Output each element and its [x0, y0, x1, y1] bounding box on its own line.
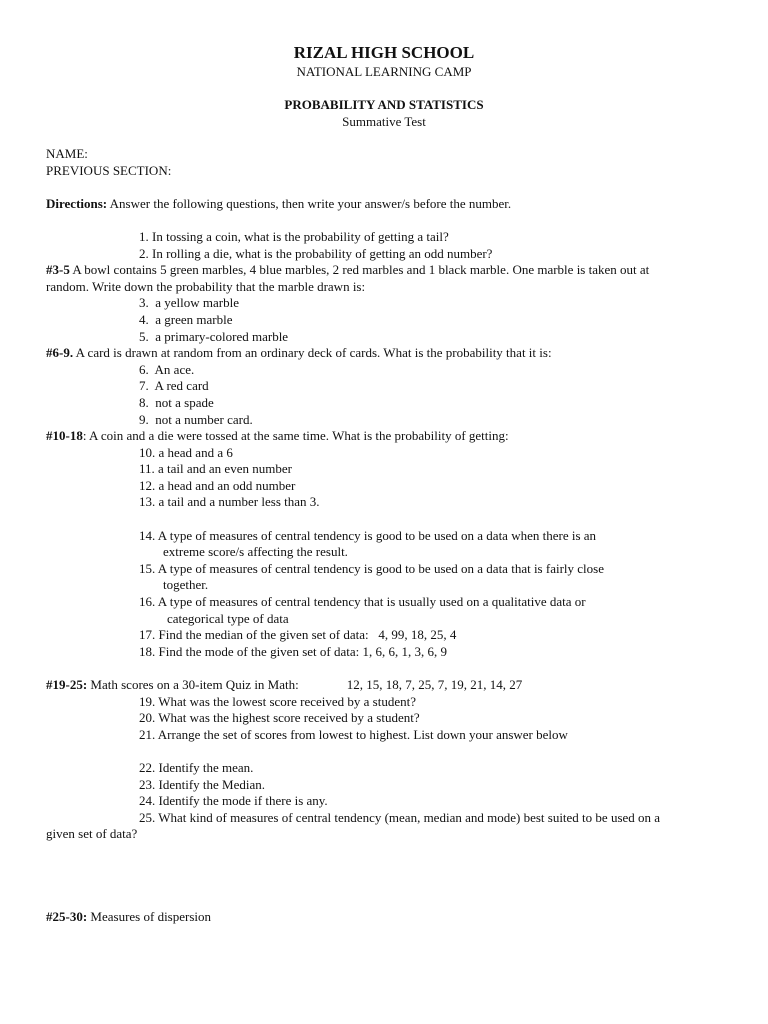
directions-text: Answer the following questions, then write your answer/s before the number. — [107, 195, 512, 211]
question-12: 12. a head and an odd number — [139, 477, 296, 493]
group-3-5-label: #3-5 — [46, 262, 70, 278]
question-17: 17. Find the median of the given set of data: 4, 99, 18, 25, 4 — [139, 627, 457, 643]
question-9: 9. not a number card. — [139, 411, 253, 427]
question-18: 18. Find the mode of the given set of data: 1, 6, 6, 1, 3, 6, 9 — [139, 643, 447, 659]
question-15: 15. A type of measures of central tendency is good to be used on a data that is fairly close — [139, 560, 604, 576]
group-25-30-intro — [46, 909, 718, 926]
group-3-5-text: A bowl contains 5 green marbles, 4 blue marbles, 2 red marbles and 1 black marble. One marble is taken out at — [69, 262, 650, 278]
name-field-label: NAME: — [46, 146, 88, 161]
question-6: 6. An ace. — [139, 361, 195, 377]
question-8: 8. not a spade — [139, 394, 214, 410]
question-15-cont: together. — [163, 577, 209, 593]
group-10-18-text: : A coin and a die were tossed at the same time. What is the probability of getting: — [82, 428, 509, 444]
directions-label: Directions: — [46, 195, 108, 211]
group-6-9-label: #6-9. — [46, 345, 74, 361]
question-7: 7. A red card — [139, 378, 209, 394]
question-5: 5. a primary-colored marble — [139, 328, 289, 344]
subject-title: PROBABILITY AND STATISTICS — [284, 97, 484, 112]
question-14: 14. A type of measures of central tendency is good to be used on a data when there is an — [139, 527, 597, 543]
group-25-30-label: #25-30: — [46, 908, 88, 924]
question-11: 11. a tail and an even number — [139, 461, 292, 477]
directions — [46, 196, 718, 213]
question-22: 22. Identify the mean. — [139, 759, 254, 775]
group-19-25-intro — [46, 677, 718, 694]
group-19-25-text: Math scores on a 30-item Quiz in Math: — [87, 677, 299, 692]
group-6-9-text: A card is drawn at random from an ordinary deck of cards. What is the probability that it is: — [73, 345, 552, 361]
question-1: 1. In tossing a coin, what is the probability of getting a tail? — [139, 228, 449, 244]
camp-name: NATIONAL LEARNING CAMP — [296, 64, 472, 79]
group-25-30-text: Measures of dispersion — [87, 908, 212, 924]
test-body — [46, 146, 718, 926]
question-3: 3. a yellow marble — [139, 295, 239, 311]
math-scores: 12, 15, 18, 7, 25, 7, 19, 21, 14, 27 — [346, 677, 523, 692]
question-14-cont: extreme score/s affecting the result. — [163, 544, 348, 560]
question-4: 4. a green marble — [139, 311, 233, 327]
question-20: 20. What was the highest score received by a student? — [139, 710, 420, 726]
group-19-25-label: #19-25: — [46, 677, 88, 692]
group-3-5-text-cont: random. Write down the probability that the marble drawn is: — [46, 278, 366, 294]
question-24: 24. Identify the mode if there is any. — [139, 793, 328, 809]
question-25-cont: given set of data? — [46, 826, 138, 842]
question-16: 16. A type of measures of central tendency that is usually used on a qualitative data or — [139, 594, 586, 610]
question-2: 2. In rolling a die, what is the probability of getting an odd number? — [139, 245, 493, 261]
previous-section-label: PREVIOUS SECTION: — [46, 162, 172, 178]
question-10: 10. a head and a 6 — [139, 444, 233, 460]
question-21: 21. Arrange the set of scores from lowest to highest. List down your answer below — [139, 726, 568, 742]
test-type: Summative Test — [342, 114, 426, 129]
group-10-18-intro — [46, 428, 718, 445]
group-10-18-label: #10-18 — [46, 428, 83, 444]
question-13: 13. a tail and a number less than 3. — [139, 494, 320, 510]
group-6-9-intro — [46, 345, 718, 362]
question-19: 19. What was the lowest score received by a student? — [139, 693, 416, 709]
question-23: 23. Identify the Median. — [139, 776, 265, 792]
school-name: RIZAL HIGH SCHOOL — [293, 43, 475, 62]
question-25: 25. What kind of measures of central tendency (mean, median and mode) best suited to be used on a — [139, 809, 661, 825]
question-16-cont: categorical type of data — [167, 610, 289, 626]
group-3-5-intro — [46, 262, 718, 279]
